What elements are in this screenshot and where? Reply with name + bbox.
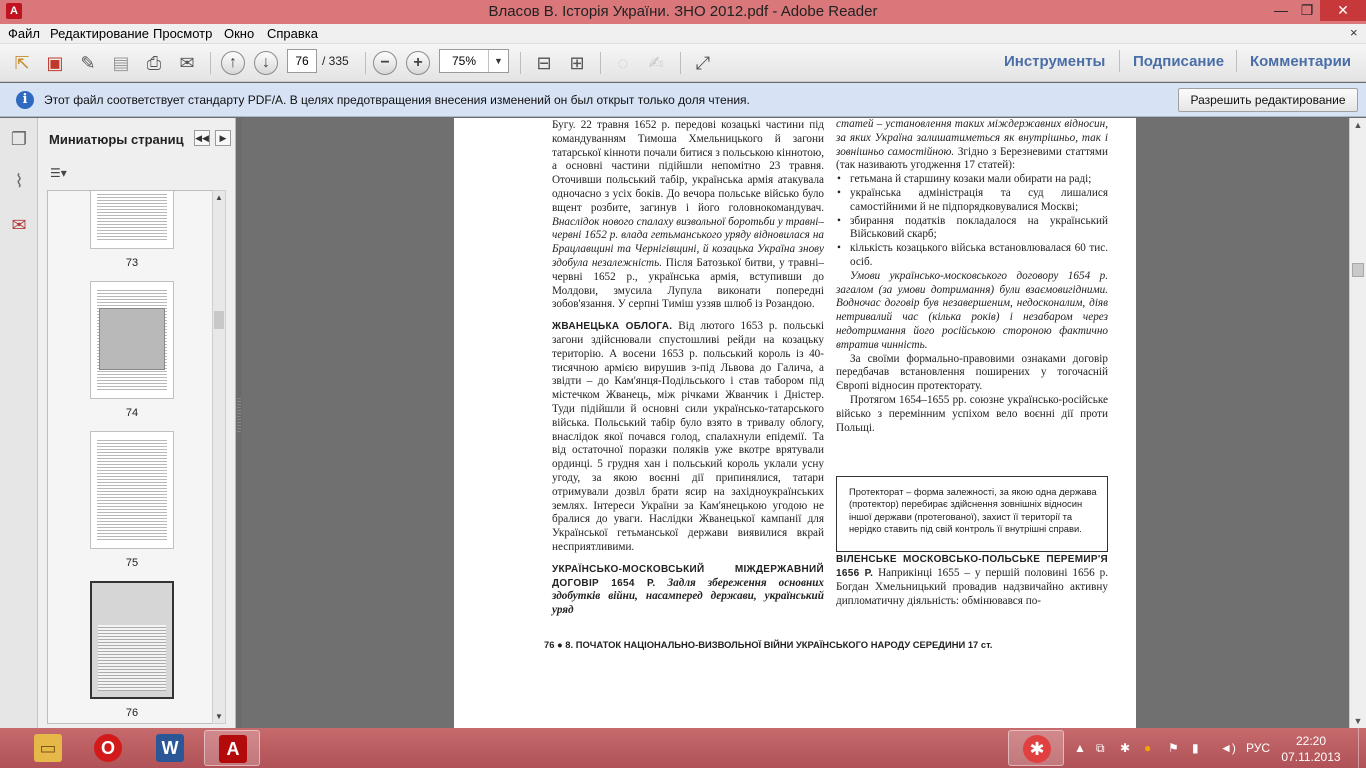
menu-bar [0, 24, 1366, 44]
page-left-column [552, 118, 824, 618]
signal-strength-icon[interactable]: ▮ [1192, 741, 1199, 755]
thumbnail-label: 75 [125, 557, 139, 569]
options-menu-icon[interactable]: ☰▾ [50, 166, 67, 180]
sign-pane-button[interactable]: Подписание [1133, 53, 1225, 70]
signatures-icon[interactable]: ✉ [11, 215, 27, 235]
fit-page-icon[interactable]: ⊟ [536, 53, 552, 73]
tools-pane-button[interactable]: Инструменты [1004, 53, 1106, 70]
page-total: / 335 [322, 54, 349, 68]
network-tray-icon[interactable]: ⧉ [1096, 741, 1105, 755]
adobe-reader-icon: A [6, 3, 22, 19]
paragraph: Наприкінці 1655 – у першій половині 1656 р. Богдан Хмельницький провадив надзвичайно активну дипломатичну діяльність: обмінювався по- [836, 567, 1109, 607]
enable-editing-button[interactable]: Разрешить редактирование [1178, 88, 1358, 112]
title-bar [0, 0, 1366, 24]
word-taskbar-button[interactable] [142, 730, 198, 766]
section-heading: ВІЛЕНСЬКЕ МОСКОВСЬКО-ПОЛЬСЬКЕ ПЕРЕМИР'Я 1656 Р. [836, 554, 1108, 580]
clock-time: 22:20 [1295, 734, 1327, 748]
system-clock[interactable] [1281, 733, 1341, 765]
section-heading: ЖВАНЕЦЬКА ОБЛОГА. [552, 321, 673, 333]
app-icon: ✱ [1023, 735, 1051, 763]
pdf-page [454, 118, 1136, 728]
thumbnails-panel [38, 118, 236, 728]
document-scrollbar[interactable]: ▲ ▼ [1349, 118, 1366, 728]
tray-app-icon[interactable]: ● [1144, 741, 1152, 755]
pinned-app-button[interactable] [1008, 730, 1064, 766]
document-message-bar [0, 83, 1366, 117]
opera-taskbar-button[interactable] [80, 730, 136, 766]
show-hidden-icons-icon[interactable]: ▲ [1074, 741, 1086, 755]
pdfa-message: Этот файл соответствует стандарту PDF/A. В целях предотвращения внесения изменений он был открыт только доля чтения. [44, 93, 750, 107]
window-title: Власов В. Історія України. ЗНО 2012.pdf - Adobe Reader [488, 3, 878, 20]
menu-window[interactable]: Окно [224, 26, 255, 41]
bluetooth-icon[interactable]: ✱ [1120, 741, 1131, 755]
chevron-down-icon[interactable]: ▼ [488, 50, 508, 72]
minimize-button[interactable]: — [1274, 2, 1288, 18]
list-item: • кількість козацького війська встановлювалася 60 тис. осіб. [836, 242, 1108, 270]
paragraph-italic: Задля збереження основних здобутків війни, насамперед держави, український уряд [552, 576, 825, 617]
list-item: • гетьмана й старшину козаки мали обирати на раді; [836, 173, 1108, 187]
thumbnail-page[interactable] [90, 281, 174, 399]
menu-help[interactable]: Справка [267, 26, 318, 41]
create-pdf-icon[interactable]: ⇱ [14, 53, 30, 73]
expand-panel-icon[interactable]: ▶ [215, 130, 231, 146]
paragraph-italic: Умови українсько-московського договору 1654 р. загалом (за умови дотримання) були взаємовигідними. Водночас договір був незавершеним, недосконалим, діяв нетривалий час (кілька років) і незабаром через недотримання його російською стороною фактично втратив чинність. [836, 269, 1108, 351]
edit-document-icon[interactable]: ✎ [80, 53, 96, 73]
next-page-icon[interactable]: ↓ [254, 51, 278, 75]
thumbnail-label: 74 [125, 407, 139, 419]
paragraph: Бугу. 22 травня 1652 р. передові козацькі частини під командуванням Тимоша Хмельницького й загони татарської кінноти почали битися з польською кіннотою, а основні частини підійшли непомітно 23 травня. Оточивши польський табір, українська армія атакувала одночасно з усіх боків. До вечора польське військо було вщент розбите, загинув і його головнокомандувач. [552, 119, 824, 214]
windows-taskbar [0, 728, 1366, 768]
fullscreen-icon[interactable]: ⤢ [695, 53, 711, 73]
print-icon[interactable]: ⎙ [146, 53, 162, 73]
show-desktop-button[interactable] [1358, 728, 1366, 768]
thumbnail-scrollbar[interactable]: ▲ ▼ [212, 190, 226, 724]
folder-icon: ▭ [34, 734, 62, 762]
thumbnail-list[interactable] [47, 190, 221, 724]
paragraph: За своїми формально-правовими ознаками договір передбачав встановлення поширених у тогочасній Європі відносин протекторату. [836, 352, 1108, 393]
combine-files-icon[interactable]: ▣ [46, 53, 64, 73]
previous-page-icon[interactable]: ↑ [221, 51, 245, 75]
thumbnail-page[interactable] [90, 431, 174, 549]
close-button[interactable]: ✕ [1320, 0, 1366, 21]
list-item: • українська адміністрація та суд лишалися самостійними й не підпорядковувалися Москві; [836, 187, 1108, 215]
paragraph: Після Батозької битви, у травні–червні 1652 р., українська армія, вступивши до Молдови, змусила Лупула виконати попередні зобов'язання. У серпні Тиміш уззяв шлюб із Розандою. [552, 256, 824, 311]
thumbnails-panel-title: Миниатюры страниц [49, 132, 184, 147]
fit-width-icon[interactable]: ⊞ [569, 53, 585, 73]
adobe-reader-icon: A [219, 735, 247, 763]
paragraph: Згідно з Березневими статтями (так називають угодження 17 статей): [836, 145, 1108, 172]
action-center-icon[interactable]: ⚑ [1168, 741, 1179, 755]
comment-pane-button[interactable]: Комментарии [1250, 53, 1352, 70]
restore-button[interactable]: ❐ [1300, 2, 1314, 18]
clock-date: 07.11.2013 [1281, 750, 1341, 764]
info-icon: i [16, 91, 34, 109]
menu-edit[interactable]: Редактирование [50, 26, 150, 41]
thumbnail-label: 76 [125, 707, 139, 719]
word-icon: W [156, 734, 184, 762]
explorer-taskbar-button[interactable] [20, 730, 76, 766]
page-thumbnails-icon[interactable]: ❐ [10, 129, 28, 149]
list-item: • збирання податків покладалося на український Військовий скарб; [836, 215, 1108, 243]
opera-icon: O [94, 734, 122, 762]
navigation-rail [0, 118, 38, 728]
thumbnail-page-current[interactable] [90, 581, 174, 699]
page-footer: 76 ● 8. ПОЧАТОК НАЦІОНАЛЬНО-ВИЗВОЛЬНОЇ ВІЙНИ УКРАЇНСЬКОГО НАРОДУ СЕРЕДИНИ 17 ст. [544, 639, 993, 650]
volume-icon[interactable]: ◄) [1220, 741, 1236, 755]
email-icon[interactable]: ✉ [179, 53, 195, 73]
paragraph-italic: статей – установлення таких міждержавних відносин, за яких Україна залишатиметься як внутрішньо, так і зовнішньо самостійною. [836, 118, 1108, 158]
panel-splitter-handle[interactable] [237, 398, 241, 432]
zoom-select[interactable] [439, 49, 509, 73]
page-number-input[interactable]: 76 [287, 49, 317, 73]
attachments-icon[interactable]: ⌇ [14, 171, 24, 191]
zoom-value: 75% [452, 54, 477, 68]
zoom-in-icon[interactable]: + [406, 51, 430, 75]
menu-view[interactable]: Просмотр [153, 26, 213, 41]
zoom-out-icon[interactable]: − [373, 51, 397, 75]
paragraph-italic: Внаслідок нового спалаху визвольної боротьби у травні–червні 1652 р. влада гетьманського уряду відновилася на Брацлавщині та Чернігівщині, й козацька Україна знову здобула незалежність. [552, 215, 824, 269]
save-icon[interactable]: ▤ [112, 53, 130, 73]
collapse-panel-icon[interactable]: ◀◀ [194, 130, 210, 146]
thumbnail-page[interactable] [90, 190, 174, 249]
menu-file[interactable]: Файл [8, 26, 40, 41]
document-view[interactable] [242, 118, 1349, 728]
input-language-indicator[interactable]: РУС [1246, 741, 1271, 755]
paragraph: Протягом 1654–1655 рр. союзне українсько-російське військо з перемінним успіхом вело воєнні дії проти Польщі. [836, 393, 1108, 434]
section-heading: УКРАЇНСЬКО-МОСКОВСЬКИЙ МІЖДЕРЖАВНИЙ ДОГОВІР 1654 Р. [552, 563, 824, 589]
thumbnail-label: 73 [125, 257, 139, 269]
close-document-icon[interactable]: × [1350, 25, 1358, 40]
definition-box: Протекторат – форма залежності, за якою одна держава (протектор) перебирає здійснення зовнішніх відносин іншої держави (протегованої), захист її території та нерідко ставить під свій контроль її внутрішні справи. [836, 476, 1108, 552]
paragraph: Від лютого 1653 р. польські загони здійснювали спустошливі рейди на козацьку територію. А восени 1653 р. польський король із 40-тисячною армією вирушив з-під Львова до Галича, а звідти – до Кам'янця-Подільського і став табором під містечком Жванець, між річками Жванчик і Дністер. Туди підійшли й основні сили українсько-татарського війська. Польський табір було взято в тривалу облогу, внаслідок якої почався голод, спалахнули епідемії. Та від остаточної поразки поляків уже вкотре врятували ординці. 5 грудня хан і польський король уклали усну угоду, за якою воєнні дії припинялися, татари отримували дозвіл брати ясир на західноукраїнських землях. Інтереси України за Кам'янецькою угодою не бралися до уваги. Наслідки Жванецької кампанії для Української гетьманської держави виявилися вкрай несприятливими. [552, 320, 825, 553]
highlight-icon[interactable]: ✍ [648, 53, 664, 73]
comment-bubble-icon[interactable]: ◌ [617, 53, 629, 73]
bullet-list [836, 173, 1108, 270]
adobe-reader-taskbar-button[interactable] [204, 730, 260, 766]
